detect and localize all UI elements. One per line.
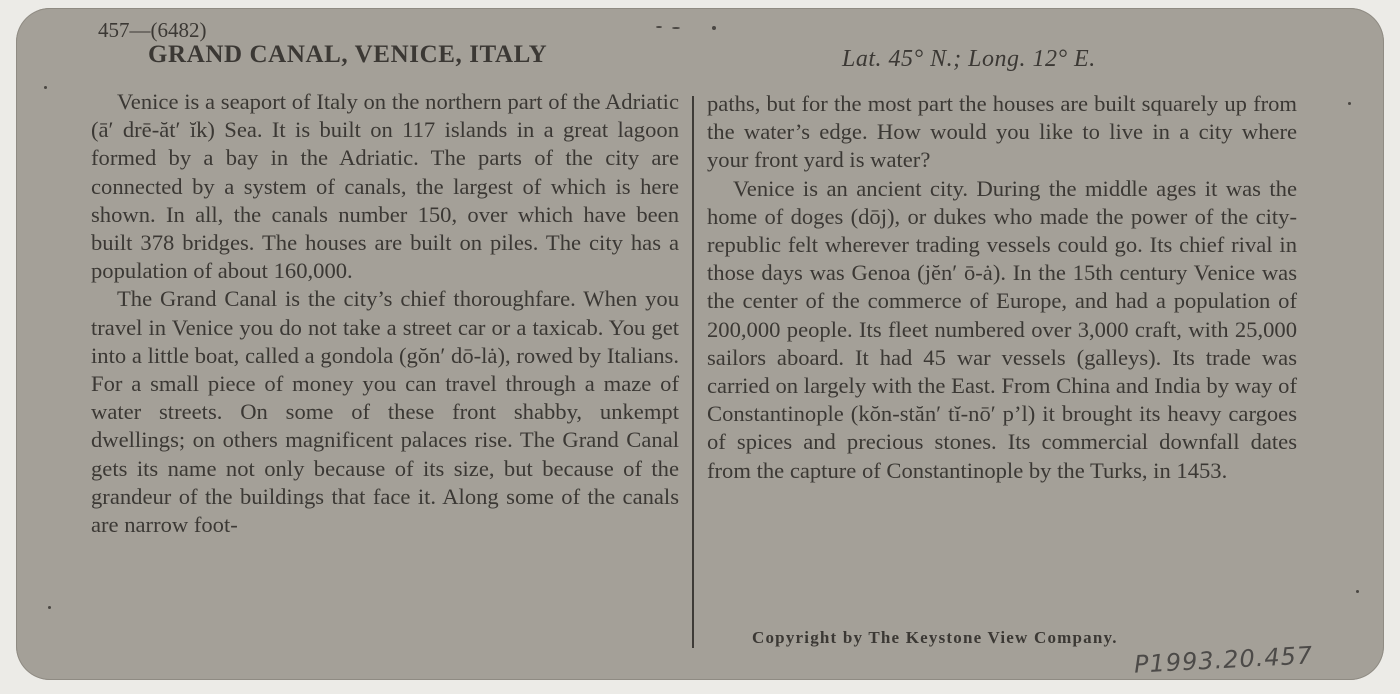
right-paragraph-1: paths, but for the most part the houses are built squarely up from the water’s edge. How would you like to live in a city where your front yard is water? [707, 91, 1297, 173]
ink-speck [1348, 102, 1351, 105]
coordinates: Lat. 45° N.; Long. 12° E. [842, 46, 1096, 72]
right-paragraph-2: Venice is an ancient city. During the middle ages it was the home of doges (dōj), or dukes who made the power of the city-republic felt wherever trading vessels could go. Its chief rival in those days was Genoa (jĕn′ ō-ȧ). In the 15th century Venice was the center of the commerce of Europe, and had a population of 200,000 people. Its fleet numbered over 3,000 craft, with 25,000 sailors aboard. It had 45 war vessels (galleys). Its trade was carried on largely with the East. From China and India by way of Constantinople (kŏn-stăn′ tĭ-nō′ p’l) it brought its heavy cargoes of spices and precious stones. Its commercial downfall dates from the capture of Constantinople by the Turks, in 1453. [707, 175, 1297, 483]
accession-number: P1993.20.457 [1133, 641, 1314, 679]
ink-speck [1356, 590, 1359, 593]
ink-speck [48, 606, 51, 609]
ink-speck [672, 27, 680, 29]
ink-speck [656, 26, 662, 28]
left-paragraph-2: The Grand Canal is the city’s chief thoroughfare. When you travel in Venice you do not take a street car or a taxicab. You get into a little boat, called a gondola (gŏn′ dō-lȧ), rowed by Italians. For a small piece of money you can travel through a maze of water streets. On some of these front shabby, unkempt dwellings; on others magnificent palaces rise. The Grand Canal gets its name not only because of its size, but because of the grandeur of the buildings that face it. Along some of the canals are narrow foot- [91, 286, 679, 538]
column-divider [692, 96, 694, 648]
left-paragraph-1: Venice is a seaport of Italy on the northern part of the Adriatic (ā′ drē-ăt′ ĭk) Sea. It is built on 117 islands in a great lagoon formed by a bay in the Adriatic. The parts of the city are connected by a system of canals, the largest of which is here shown. In all, the canals number 150, over which have been built 378 bridges. The houses are built on piles. The city has a population of about 160,000. [91, 89, 679, 284]
page-title: GRAND CANAL, VENICE, ITALY [148, 41, 548, 68]
right-column [707, 90, 1297, 485]
copyright-notice: Copyright by The Keystone View Company. [752, 628, 1118, 647]
ink-speck [44, 86, 47, 89]
ink-speck [712, 26, 716, 30]
catalog-number: 457—(6482) [98, 18, 207, 42]
left-column [91, 88, 679, 539]
